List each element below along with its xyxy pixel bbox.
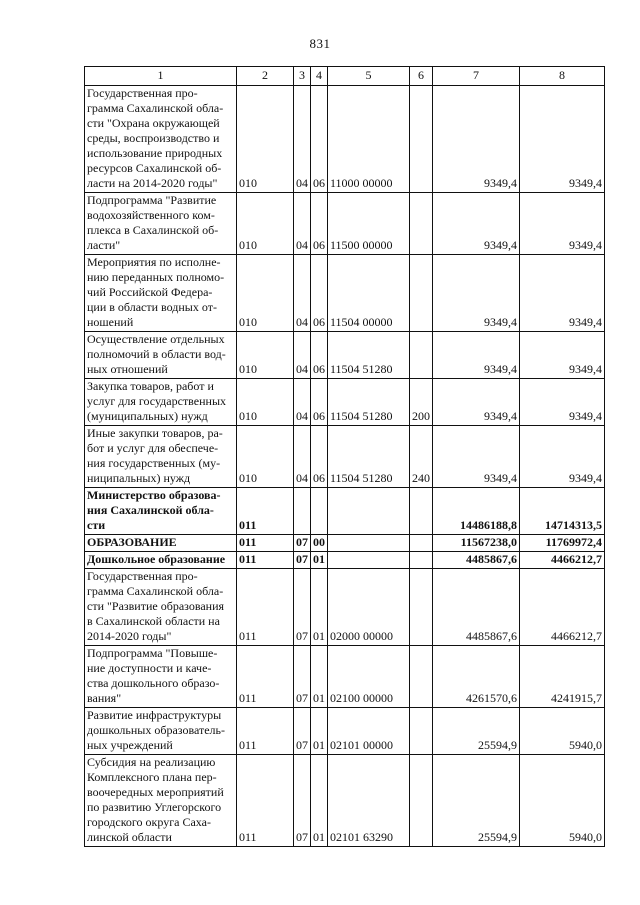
cell-name: Государственная про- грамма Сахалинской обла- сти "Охрана окружающей среды, воспроизводство и использование природных ресурсов Сахалинской об- ласти на 2014-2020 годы" (85, 86, 237, 193)
cell-section: 04 (294, 332, 311, 379)
table-row (85, 708, 605, 755)
cell-name: Субсидия на реализацию Комплексного плана пер- воочередных мероприятий по развитию Углегорского городского округа Саха- линской области (85, 755, 237, 847)
cell-section (294, 488, 311, 535)
cell-section: 07 (294, 755, 311, 847)
cell-ministry-code: 010 (237, 193, 294, 255)
cell-expense-type (410, 755, 433, 847)
cell-expense-type (410, 332, 433, 379)
table-row (85, 86, 605, 193)
cell-subsection: 01 (311, 552, 328, 569)
cell-name: Министерство образова- ния Сахалинской обла- сти (85, 488, 237, 535)
cell-expense-type (410, 86, 433, 193)
cell-target-article: 11504 00000 (328, 255, 410, 332)
cell-ministry-code: 010 (237, 379, 294, 426)
cell-subsection: 06 (311, 255, 328, 332)
cell-ministry-code: 011 (237, 646, 294, 708)
cell-target-article (328, 535, 410, 552)
cell-amount-col8: 11769972,4 (520, 535, 605, 552)
cell-section: 04 (294, 193, 311, 255)
cell-section: 07 (294, 535, 311, 552)
cell-ministry-code: 011 (237, 708, 294, 755)
cell-expense-type (410, 535, 433, 552)
cell-section: 07 (294, 646, 311, 708)
cell-amount-col7: 4485867,6 (433, 569, 520, 646)
cell-amount-col8: 5940,0 (520, 755, 605, 847)
cell-amount-col7: 9349,4 (433, 379, 520, 426)
table-row (85, 569, 605, 646)
table-row (85, 488, 605, 535)
cell-target-article: 11500 00000 (328, 193, 410, 255)
table-row (85, 255, 605, 332)
cell-ministry-code: 010 (237, 255, 294, 332)
cell-expense-type: 240 (410, 426, 433, 488)
cell-amount-col8: 9349,4 (520, 426, 605, 488)
cell-amount-col7: 9349,4 (433, 86, 520, 193)
column-header: 1 (85, 67, 237, 86)
cell-name: Мероприятия по исполне- нию переданных полномо- чий Российской Федера- ции в области водных от- ношений (85, 255, 237, 332)
cell-target-article: 11504 51280 (328, 332, 410, 379)
column-header: 7 (433, 67, 520, 86)
cell-name: Развитие инфраструктуры дошкольных образователь- ных учреждений (85, 708, 237, 755)
page-number: 831 (309, 36, 331, 51)
cell-amount-col7: 4485867,6 (433, 552, 520, 569)
table-row (85, 755, 605, 847)
cell-name: Иные закупки товаров, ра- бот и услуг для обеспече- ния государственных (му- ниципальных) нужд (85, 426, 237, 488)
cell-target-article: 11504 51280 (328, 379, 410, 426)
table-row (85, 379, 605, 426)
cell-amount-col8: 9349,4 (520, 255, 605, 332)
cell-amount-col8: 14714313,5 (520, 488, 605, 535)
cell-amount-col7: 9349,4 (433, 193, 520, 255)
cell-amount-col8: 4466212,7 (520, 569, 605, 646)
cell-expense-type (410, 708, 433, 755)
table-row (85, 426, 605, 488)
cell-section: 07 (294, 569, 311, 646)
cell-target-article: 11504 51280 (328, 426, 410, 488)
cell-amount-col8: 9349,4 (520, 332, 605, 379)
cell-amount-col7: 9349,4 (433, 332, 520, 379)
cell-target-article: 02100 00000 (328, 646, 410, 708)
cell-subsection: 06 (311, 379, 328, 426)
cell-ministry-code: 010 (237, 86, 294, 193)
column-header: 2 (237, 67, 294, 86)
cell-amount-col7: 25594,9 (433, 708, 520, 755)
cell-subsection: 01 (311, 646, 328, 708)
budget-table (84, 66, 605, 847)
cell-subsection: 06 (311, 332, 328, 379)
table-row (85, 646, 605, 708)
cell-name: Подпрограмма "Повыше- ние доступности и каче- ства дошкольного образо- вания" (85, 646, 237, 708)
cell-amount-col8: 5940,0 (520, 708, 605, 755)
cell-subsection (311, 488, 328, 535)
column-header: 3 (294, 67, 311, 86)
table-row (85, 332, 605, 379)
cell-amount-col8: 9349,4 (520, 86, 605, 193)
cell-amount-col7: 11567238,0 (433, 535, 520, 552)
cell-target-article: 11000 00000 (328, 86, 410, 193)
cell-section: 07 (294, 552, 311, 569)
cell-amount-col7: 25594,9 (433, 755, 520, 847)
cell-name: Закупка товаров, работ и услуг для государственных (муниципальных) нужд (85, 379, 237, 426)
column-header: 6 (410, 67, 433, 86)
cell-amount-col7: 14486188,8 (433, 488, 520, 535)
cell-subsection: 06 (311, 193, 328, 255)
cell-expense-type (410, 488, 433, 535)
column-header: 4 (311, 67, 328, 86)
cell-amount-col8: 4241915,7 (520, 646, 605, 708)
cell-subsection: 06 (311, 86, 328, 193)
cell-target-article: 02101 00000 (328, 708, 410, 755)
cell-target-article (328, 552, 410, 569)
cell-amount-col8: 9349,4 (520, 379, 605, 426)
table-row (85, 552, 605, 569)
cell-amount-col8: 9349,4 (520, 193, 605, 255)
cell-target-article (328, 488, 410, 535)
column-header: 5 (328, 67, 410, 86)
cell-name: Подпрограмма "Развитие водохозяйственного ком- плекса в Сахалинской об- ласти" (85, 193, 237, 255)
cell-ministry-code: 011 (237, 488, 294, 535)
cell-subsection: 01 (311, 569, 328, 646)
table-header-row (85, 67, 605, 86)
cell-subsection: 01 (311, 708, 328, 755)
cell-ministry-code: 011 (237, 552, 294, 569)
cell-ministry-code: 011 (237, 535, 294, 552)
cell-name: Осуществление отдельных полномочий в области вод- ных отношений (85, 332, 237, 379)
cell-ministry-code: 010 (237, 332, 294, 379)
cell-section: 07 (294, 708, 311, 755)
cell-ministry-code: 011 (237, 755, 294, 847)
table-row (85, 193, 605, 255)
table-body (85, 86, 605, 847)
cell-ministry-code: 010 (237, 426, 294, 488)
cell-name: Государственная про- грамма Сахалинской обла- сти "Развитие образования в Сахалинской области на 2014-2020 годы" (85, 569, 237, 646)
cell-target-article: 02000 00000 (328, 569, 410, 646)
cell-name: ОБРАЗОВАНИЕ (85, 535, 237, 552)
cell-subsection: 06 (311, 426, 328, 488)
cell-subsection: 01 (311, 755, 328, 847)
cell-expense-type (410, 552, 433, 569)
cell-ministry-code: 011 (237, 569, 294, 646)
cell-amount-col7: 9349,4 (433, 255, 520, 332)
cell-amount-col8: 4466212,7 (520, 552, 605, 569)
table-row (85, 535, 605, 552)
cell-target-article: 02101 63290 (328, 755, 410, 847)
cell-expense-type (410, 646, 433, 708)
cell-expense-type (410, 569, 433, 646)
cell-section: 04 (294, 86, 311, 193)
cell-name: Дошкольное образование (85, 552, 237, 569)
cell-expense-type (410, 255, 433, 332)
cell-section: 04 (294, 426, 311, 488)
cell-section: 04 (294, 379, 311, 426)
cell-amount-col7: 4261570,6 (433, 646, 520, 708)
cell-expense-type (410, 193, 433, 255)
cell-subsection: 00 (311, 535, 328, 552)
cell-expense-type: 200 (410, 379, 433, 426)
cell-section: 04 (294, 255, 311, 332)
cell-amount-col7: 9349,4 (433, 426, 520, 488)
column-header: 8 (520, 67, 605, 86)
